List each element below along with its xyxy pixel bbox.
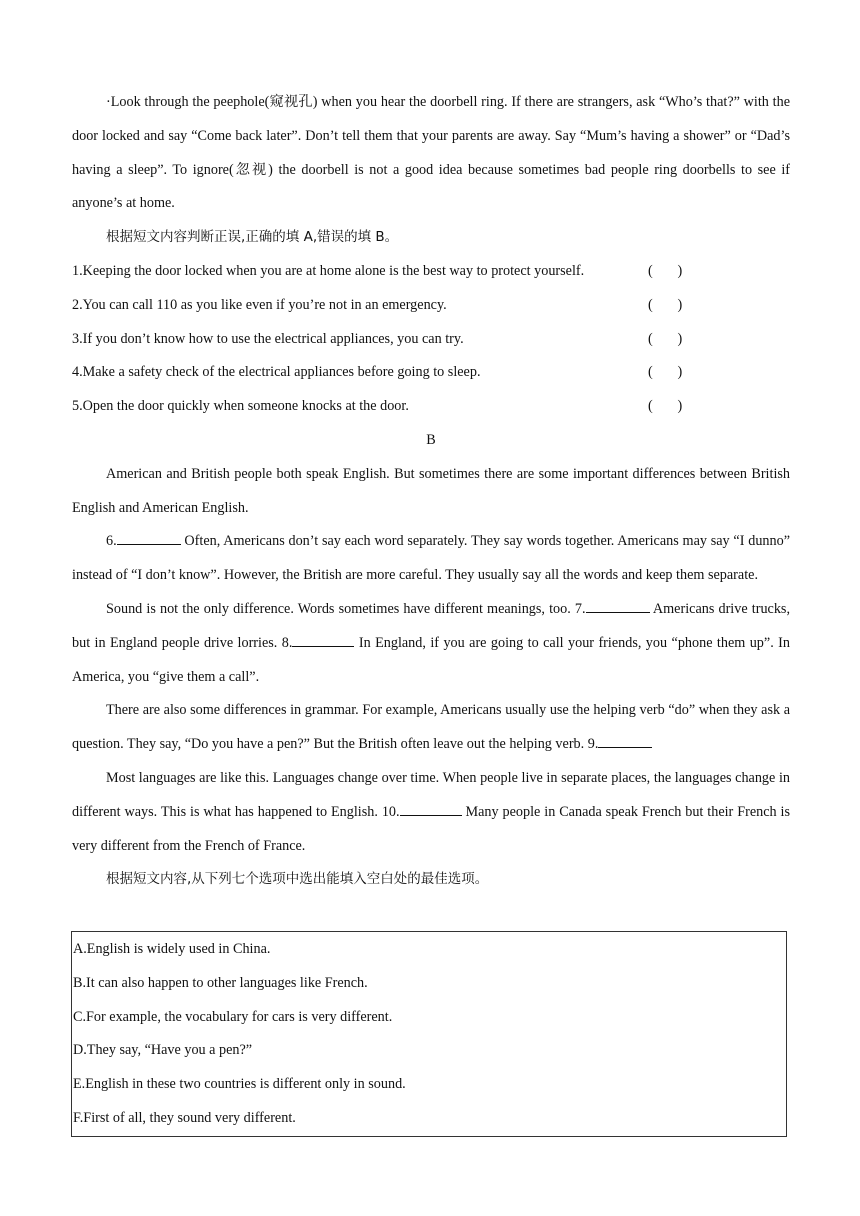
options-box xyxy=(71,931,787,1137)
answer-parentheses[interactable]: ( ) xyxy=(648,296,683,313)
option-f: F.First of all, they sound very different. xyxy=(73,1109,296,1126)
option-c: C.For example, the vocabulary for cars is very different. xyxy=(73,1008,393,1025)
true-false-instruction: 根据短文内容判断正误,正确的填 A,错误的填 B。 xyxy=(106,229,399,246)
option-b: B.It can also happen to other languages like French. xyxy=(73,974,368,991)
options-instruction: 根据短文内容,从下列七个选项中选出能填入空白处的最佳选项。 xyxy=(106,871,489,888)
question-4 xyxy=(72,356,790,390)
answer-parentheses[interactable]: ( ) xyxy=(648,364,683,381)
question-5 xyxy=(72,390,790,424)
paragraph-text: Most languages are like this. Languages change over time. When people live in separate places, the languages change in different ways. This is what has happened to English. 10. xyxy=(72,769,790,820)
paragraph-text: Often, Americans don’t say each word separately. They say words together. Americans may say “I dunno” instead of “I don’t know”. However, the British are more careful. They usually say all the words and keep them separate. xyxy=(72,533,790,584)
question-text: 2.You can call 110 as you like even if you’re not in an emergency. xyxy=(72,296,447,313)
passage-paragraph-4 xyxy=(72,694,790,762)
section-b-heading: B xyxy=(426,431,436,448)
true-false-questions xyxy=(72,255,790,424)
paragraph-text: There are also some differences in grammar. For example, Americans usually use the helping verb “do” when they ask a question. They say, “Do you have a pen?” But the British often leave out the helping verb. 9. xyxy=(72,702,790,753)
question-text: 1.Keeping the door locked when you are at home alone is the best way to protect yourself. xyxy=(72,262,585,279)
option-e: E.English in these two countries is different only in sound. xyxy=(73,1076,406,1093)
safety-tip-paragraph: ·Look through the peephole(窥视孔) when you hear the doorbell ring. If there are strangers, ask “Who’s that?” with the door locked and say “Come back later”. Don’t tell them that your parents are away. Say “Mum’s having a shower” or “Dad’s having a sleep”. To ignore(忽视) the doorbell is not a good idea because sometimes bad people ring doorbells to see if anyone’s at home. xyxy=(72,94,790,212)
passage-paragraph-1: American and British people both speak English. But sometimes there are some important differences between British English and American English. xyxy=(72,465,790,516)
answer-blank-6[interactable] xyxy=(117,532,181,545)
question-text: 4.Make a safety check of the electrical appliances before going to sleep. xyxy=(72,364,481,381)
option-a: A.English is widely used in China. xyxy=(73,941,271,957)
question-2 xyxy=(72,289,790,323)
answer-parentheses[interactable]: ( ) xyxy=(648,330,683,347)
blank-number: 6. xyxy=(106,533,117,550)
answer-parentheses[interactable]: ( ) xyxy=(648,398,683,415)
paragraph-text: Sound is not the only difference. Words sometimes have different meanings, too. 7. xyxy=(106,600,586,617)
passage-paragraph-3 xyxy=(72,593,790,694)
question-text: 5.Open the door quickly when someone knocks at the door. xyxy=(72,398,409,415)
paragraph-text: In England, if you are going to call your friends, you “phone them up”. In America, you “give them a call”. xyxy=(72,634,790,685)
question-1 xyxy=(72,255,790,289)
question-3 xyxy=(72,323,790,357)
answer-blank-7[interactable] xyxy=(586,600,650,613)
answer-blank-9[interactable] xyxy=(598,735,652,748)
worksheet-page xyxy=(72,86,790,897)
answer-parentheses[interactable]: ( ) xyxy=(648,262,683,279)
passage-paragraph-5 xyxy=(72,762,790,863)
passage-paragraph-2 xyxy=(72,525,790,593)
paragraph-text: Americans drive trucks, but in England people drive lorries. 8. xyxy=(72,600,790,651)
question-text: 3.If you don’t know how to use the electrical appliances, you can try. xyxy=(72,330,464,347)
option-d: D.They say, “Have you a pen?” xyxy=(73,1042,253,1059)
answer-blank-10[interactable] xyxy=(400,803,462,816)
answer-blank-8[interactable] xyxy=(292,634,354,647)
paragraph-text: Many people in Canada speak French but their French is very different from the French of France. xyxy=(72,803,790,854)
